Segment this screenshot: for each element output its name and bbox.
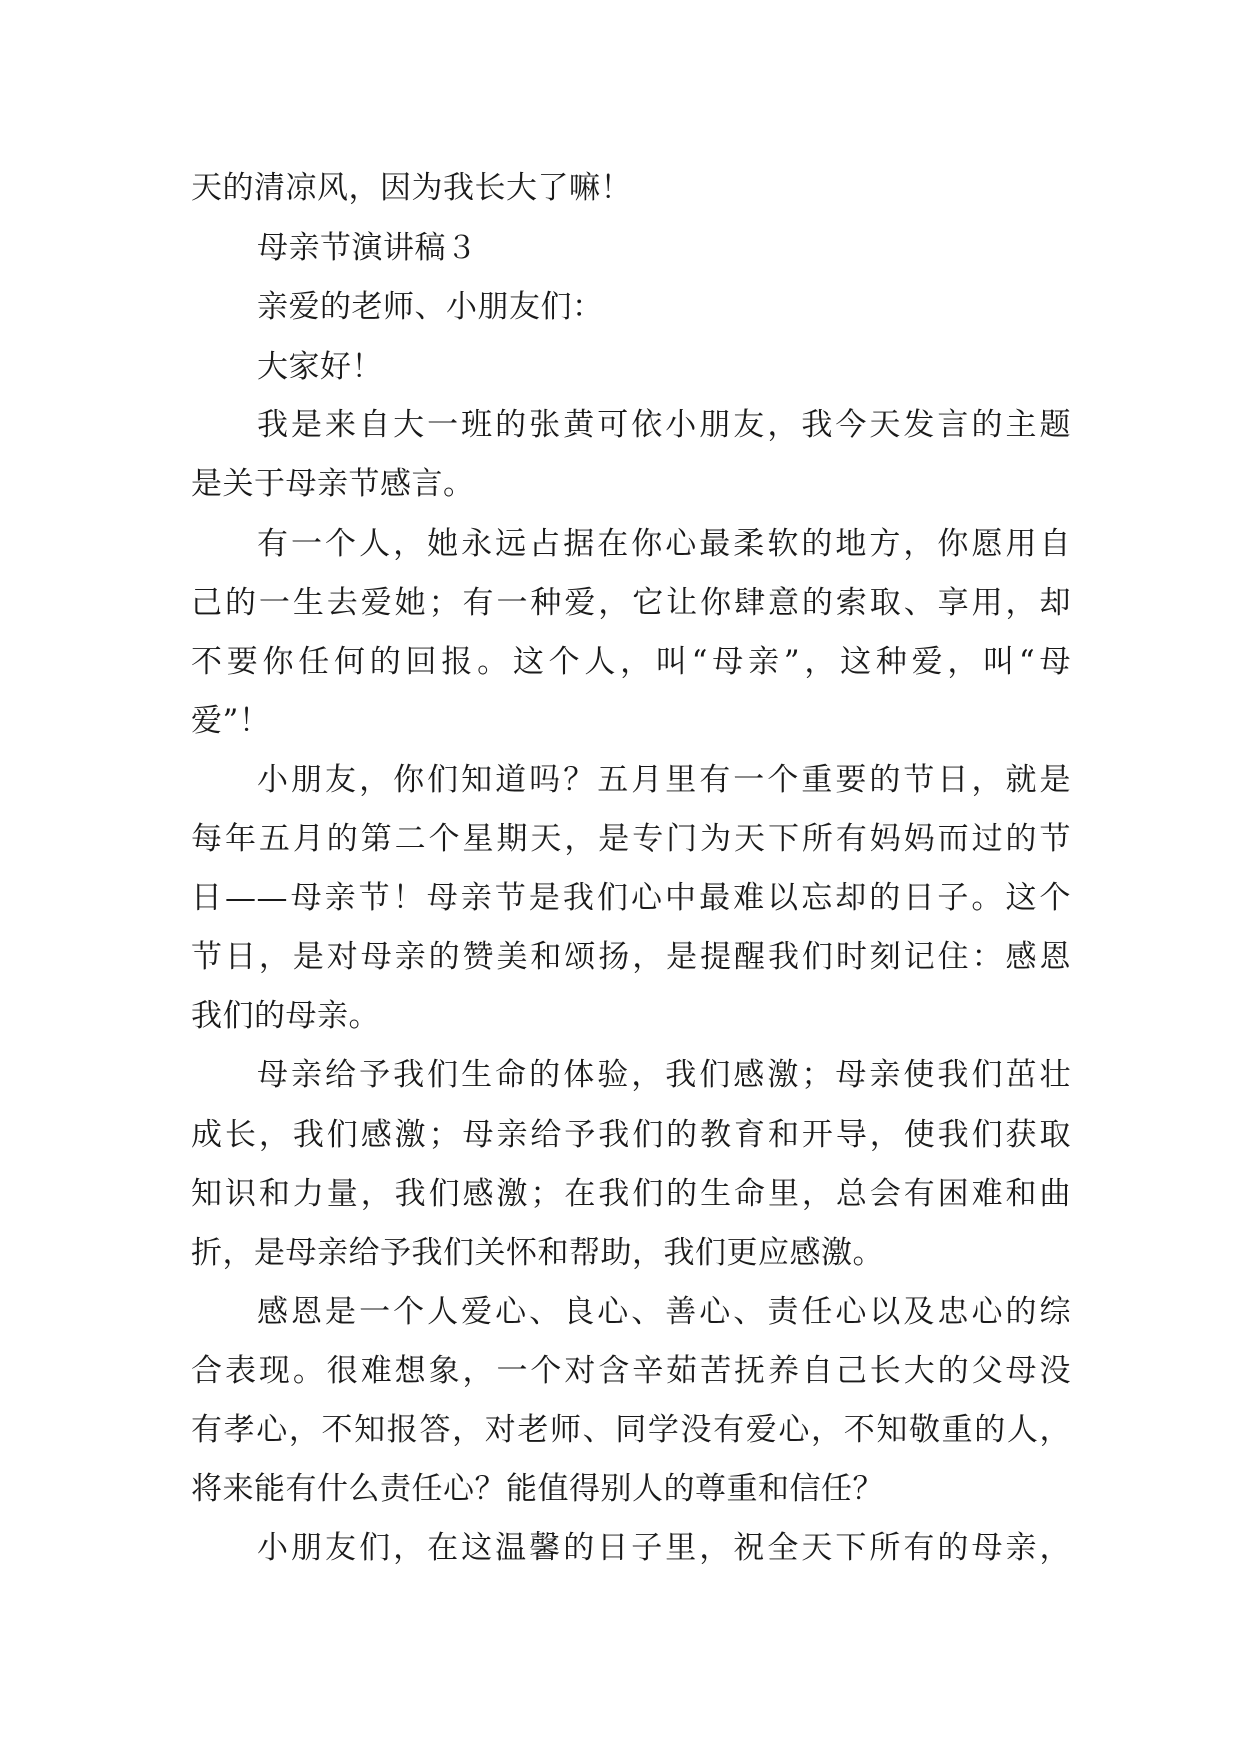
text-line: 小朋友们，在这温馨的日子里，祝全天下所有的母亲，	[257, 1530, 1071, 1566]
text-line: 感恩是一个人爱心、良心、善心、责任心以及忠心的综	[257, 1294, 1071, 1330]
text-line: 节日，是对母亲的赞美和颂扬，是提醒我们时刻记住：感恩	[191, 939, 1071, 975]
text-line: 不要你任何的回报。这个人，叫“母亲”，这种爱，叫“母	[191, 644, 1071, 680]
text-line: 成长，我们感激；母亲给予我们的教育和开导，使我们获取	[191, 1117, 1071, 1153]
section-heading: 母亲节演讲稿３	[257, 230, 478, 266]
text-line: 天的清凉风，因为我长大了嘛！	[191, 170, 632, 206]
text-line: 是关于母亲节感言。	[191, 466, 475, 502]
text-line: 我们的母亲。	[191, 998, 380, 1034]
greeting: 大家好！	[257, 349, 383, 385]
text-line: 爱”！	[191, 703, 271, 739]
text-line: 母亲给予我们生命的体验，我们感激；母亲使我们茁壮	[257, 1057, 1071, 1093]
text-line: 知识和力量，我们感激；在我们的生命里，总会有困难和曲	[191, 1176, 1071, 1212]
text-line: 合表现。很难想象，一个对含辛茹苦抚养自己长大的父母没	[191, 1353, 1071, 1389]
salutation: 亲爱的老师、小朋友们：	[257, 289, 604, 325]
text-line: 每年五月的第二个星期天，是专门为天下所有妈妈而过的节	[191, 821, 1071, 857]
text-line: 日——母亲节！母亲节是我们心中最难以忘却的日子。这个	[191, 880, 1071, 916]
text-line: 有一个人，她永远占据在你心最柔软的地方，你愿用自	[257, 526, 1071, 562]
text-line: 将来能有什么责任心？能值得别人的尊重和信任？	[191, 1471, 884, 1507]
text-line: 小朋友，你们知道吗？五月里有一个重要的节日，就是	[257, 762, 1071, 798]
text-line: 有孝心，不知报答，对老师、同学没有爱心，不知敬重的人，	[191, 1412, 1071, 1448]
text-line: 折，是母亲给予我们关怀和帮助，我们更应感激。	[191, 1235, 884, 1271]
text-line: 我是来自大一班的张黄可依小朋友，我今天发言的主题	[257, 407, 1071, 443]
text-line: 己的一生去爱她；有一种爱，它让你肆意的索取、享用，却	[191, 585, 1071, 621]
